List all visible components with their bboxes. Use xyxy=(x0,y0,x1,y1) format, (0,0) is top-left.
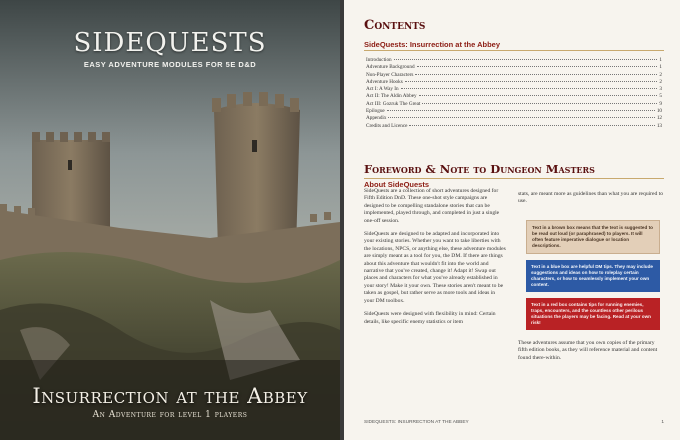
cover-subtitle: An Adventure for level 1 players xyxy=(92,410,248,420)
foreword-rule xyxy=(364,178,664,179)
foreword-paragraph: SideQuests are a collection of short adventures designed for Fifth Edition DnD. These one-shot style campaigns are designed to be compelling standalone stories that can be implemented, played through, and completed in just a single one-off session. xyxy=(364,188,500,224)
brand-logo: SIDEQUESTS xyxy=(73,28,267,58)
toc-item[interactable]: Adventure Hooks 2 xyxy=(366,78,662,85)
toc-item[interactable]: Adventure Background 1 xyxy=(366,64,662,71)
brand-tagline: EASY ADVENTURE MODULES FOR 5E D&D xyxy=(83,60,257,69)
foreword-heading: Foreword & Note to Dungeon Masters xyxy=(364,162,595,176)
foreword-paragraph: SideQuests are designed to be adapted and incorporated into your existing stories. Whether you want to take liberties with the locations, NPCS, or anything else, these adventure modules are simply meant as a tool for you, the DM. If there are things about this adventure that wouldn't fit into the world and narrative that you've created, change it! Adapt it! Swap out places and characters for what you've already established in your story! Make it your own. These stories aren't meant to be taken as gospel, but rather serve as more tools and ideas in your DM toolbox. xyxy=(364,231,506,304)
foreword-right-column xyxy=(518,191,664,368)
foreword-left-column xyxy=(364,188,506,332)
toc-item[interactable]: Credits and Licence 13 xyxy=(366,122,662,129)
foreword-paragraph: SideQuests were designed with flexibility in mind: Certain details, like specific enemy statistics or item xyxy=(364,311,496,325)
danger-tip-box: Text in a red box contains tips for running enemies, traps, encounters, and the countless other perilous situations the players may be facing. Read at your own risk! xyxy=(526,298,660,330)
toc-item[interactable]: Introduction 1 xyxy=(366,57,662,63)
page-footer xyxy=(364,420,664,425)
contents-rule xyxy=(364,50,664,51)
page-number: 1 xyxy=(661,420,664,425)
cover-title: Insurrection at the Abbey xyxy=(32,384,308,408)
foreword-subheading: About SideQuests xyxy=(364,180,430,189)
table-of-contents xyxy=(366,57,662,130)
contents-heading: Contents xyxy=(364,18,426,33)
read-aloud-box: Text in a brown box means that the text is suggested to be read out loud (or paraphrased) to players. It will often feature imperative dialogue or location descriptions. xyxy=(526,220,660,254)
foreword-paragraph: stats, are meant more as guidelines than what you are required to use. xyxy=(518,191,664,205)
contents-page xyxy=(344,0,680,440)
toc-item[interactable]: Epilogue 10 xyxy=(366,108,662,115)
toc-item[interactable]: Non-Player Characters 2 xyxy=(366,71,662,78)
toc-item[interactable]: Act I: A Way In 3 xyxy=(366,86,662,93)
foreword-paragraph: These adventures assume that you own copies of the primary fifth edition books, as they will reference material and content found there-within. xyxy=(518,339,658,361)
toc-item[interactable]: Appendix 12 xyxy=(366,115,662,122)
footer-title: SIDEQUESTS: INSURRECTION AT THE ABBEY xyxy=(364,420,469,425)
toc-item[interactable]: Act III: Gozruk The Great 9 xyxy=(366,100,662,107)
toc-item[interactable]: Act II: The Aldin Abbey 5 xyxy=(366,93,662,100)
dm-tip-box: Text in a blue box are helpful DM tips. They may include suggestions and ideas on how to roleplay certain characters, or how to seamlessly implement your own content. xyxy=(526,260,660,292)
contents-subheading: SideQuests: Insurrection at the Abbey xyxy=(364,40,500,49)
